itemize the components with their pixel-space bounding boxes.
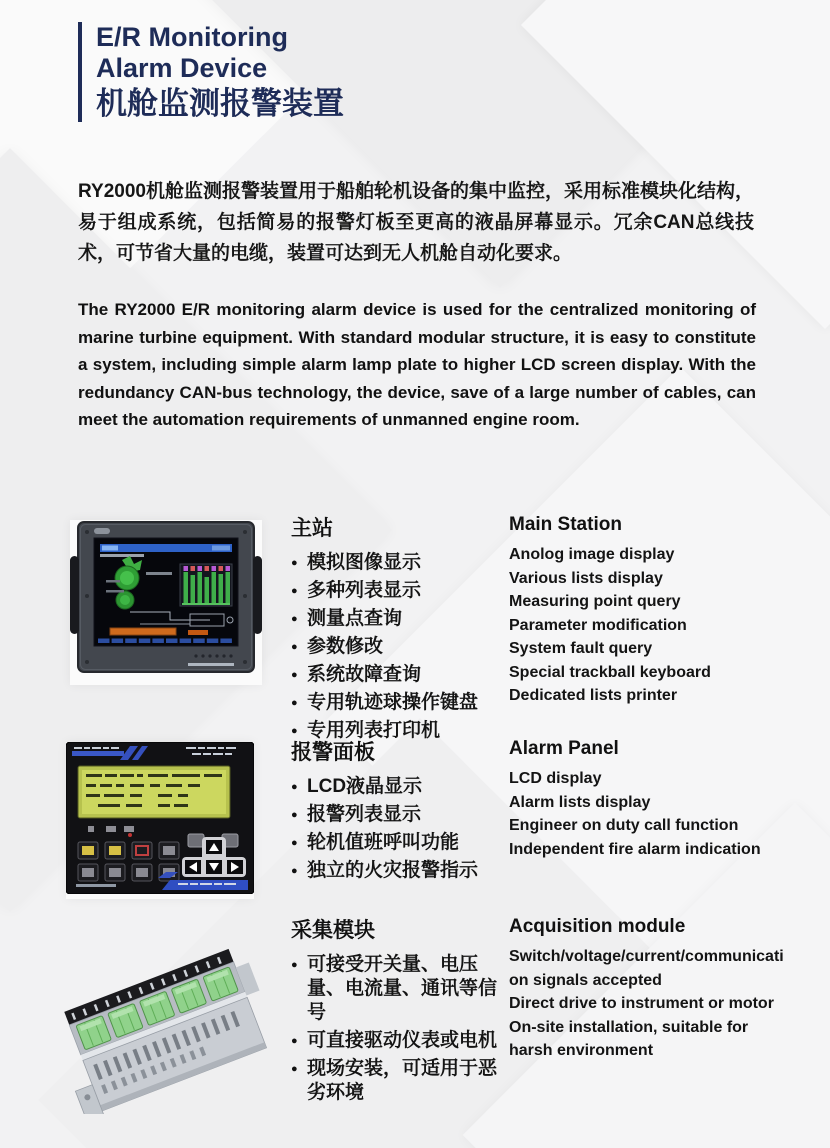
section-title-en: Main Station <box>509 514 622 535</box>
section-title-en: Acquisition module <box>509 916 686 937</box>
feature-item <box>291 691 503 715</box>
page-title-en-line2: Alarm Device <box>96 53 268 83</box>
main-station-zh-column <box>291 512 503 747</box>
intro-paragraph-zh: RY2000机舱监测报警装置用于船舶轮机设备的集中监控，采用标准模块化结构，易于组成系统，包括简易的报警灯板至更高的液晶屏幕显示。冗余CAN总线技术，可节省大量的电缆，装置可达到无人机舱自动化要求。 <box>78 181 754 264</box>
page-title-zh: 机舱监测报警装置 <box>96 86 344 121</box>
feature-item <box>291 775 503 799</box>
feature-text-zh: 可接受开关量、电压量、电流量、通讯等信号 <box>307 954 498 1023</box>
acquisition-module-zh-column <box>291 914 503 1109</box>
feature-item <box>291 579 503 603</box>
feature-text-zh: 测量点查询 <box>307 608 403 629</box>
feature-text-en: Dedicated lists printer <box>509 687 678 704</box>
feature-text-en: Measuring point query <box>509 593 681 610</box>
feature-text-zh: 系统故障查询 <box>307 664 422 685</box>
acquisition-module-image <box>56 936 280 1114</box>
feature-text-zh: 报警列表显示 <box>307 804 422 825</box>
bullet-icon: ● <box>291 837 298 849</box>
main-station-en-column <box>509 514 785 708</box>
main-station-monitor-photo <box>70 520 262 685</box>
bullet-icon: ● <box>291 725 298 737</box>
feature-text-en: Special trackball keyboard <box>509 663 711 681</box>
feature-item <box>291 831 503 855</box>
feature-text-en: Engineer on duty call function <box>509 817 739 834</box>
feature-item <box>291 1057 503 1105</box>
bullet-icon: ● <box>291 1063 298 1075</box>
bullet-icon: ● <box>291 959 298 971</box>
feature-item <box>291 635 503 659</box>
feature-item <box>291 859 503 883</box>
feature-item <box>291 551 503 575</box>
alarm-panel-photo <box>66 742 254 899</box>
page-title-en-line1: E/R Monitoring <box>96 22 288 52</box>
bullet-icon: ● <box>291 809 298 821</box>
feature-text-zh: 现场安装，可适用于恶劣环境 <box>307 1058 498 1103</box>
feature-list-zh <box>291 953 503 1105</box>
bullet-icon: ● <box>291 865 298 877</box>
feature-list-en <box>509 945 785 1063</box>
section-title-zh: 主站 <box>291 517 333 540</box>
bullet-icon: ● <box>291 669 298 681</box>
acquisition-module-en-column <box>509 916 785 1063</box>
feature-text-zh: LCD液晶显示 <box>307 776 423 797</box>
feature-text-zh: 专用轨迹球操作键盘 <box>307 692 479 713</box>
feature-list-en <box>509 767 785 861</box>
section-title-zh: 采集模块 <box>291 919 375 942</box>
feature-text-zh: 模拟图像显示 <box>307 552 422 573</box>
feature-list-en <box>509 543 785 708</box>
section-title-zh: 报警面板 <box>291 741 375 764</box>
feature-text-en: System fault query <box>509 640 653 657</box>
feature-list-zh <box>291 775 503 883</box>
feature-text-en: Independent fire alarm indication <box>509 840 761 858</box>
bullet-icon: ● <box>291 585 298 597</box>
main-station-monitor-image <box>70 520 262 680</box>
feature-text-zh: 可直接驱动仪表或电机 <box>307 1030 498 1051</box>
feature-text-en: Various lists display <box>509 569 663 587</box>
feature-text-en: LCD display <box>509 770 602 787</box>
feature-item <box>291 663 503 687</box>
feature-text-en: Parameter modification <box>509 616 687 634</box>
feature-text-zh: 轮机值班呼叫功能 <box>307 832 460 853</box>
feature-text-en: Alarm lists display <box>509 793 651 811</box>
acquisition-module-photo <box>56 936 280 1119</box>
feature-item <box>291 953 503 1025</box>
bullet-icon: ● <box>291 613 298 625</box>
page-header <box>78 22 344 122</box>
feature-text-zh: 独立的火灾报警指示 <box>307 860 479 881</box>
feature-text-en: Direct drive to instrument or motor <box>509 995 774 1012</box>
feature-item <box>291 803 503 827</box>
feature-item <box>291 1029 503 1053</box>
intro-paragraph-en: The RY2000 E/R monitoring alarm device is used for the centralized monitoring of marine turbine equipment. With standard modular structure, it is easy to constitute a system, including simple alarm lamp plate to higher LCD screen display. With the redundancy CAN-bus technology, the device, save of a large number of cables, can meet the automation requirements of unmanned engine room. <box>78 300 756 429</box>
feature-text-en: On-site installation, suitable for harsh environment <box>509 1018 749 1059</box>
bullet-icon: ● <box>291 1035 298 1047</box>
feature-text-en: Switch/voltage/current/communication signals accepted <box>509 948 784 989</box>
section-title-en: Alarm Panel <box>509 738 619 759</box>
feature-text-zh: 参数修改 <box>307 636 384 657</box>
bullet-icon: ● <box>291 697 298 709</box>
bullet-icon: ● <box>291 557 298 569</box>
feature-text-zh: 专用列表打印机 <box>307 720 441 741</box>
alarm-panel-image <box>66 742 254 894</box>
alarm-panel-zh-column <box>291 736 503 887</box>
feature-text-zh: 多种列表显示 <box>307 580 422 601</box>
feature-list-zh <box>291 551 503 743</box>
bullet-icon: ● <box>291 781 298 793</box>
bullet-icon: ● <box>291 641 298 653</box>
feature-text-en: Anolog image display <box>509 546 675 563</box>
feature-item <box>291 607 503 631</box>
alarm-panel-en-column <box>509 738 785 861</box>
